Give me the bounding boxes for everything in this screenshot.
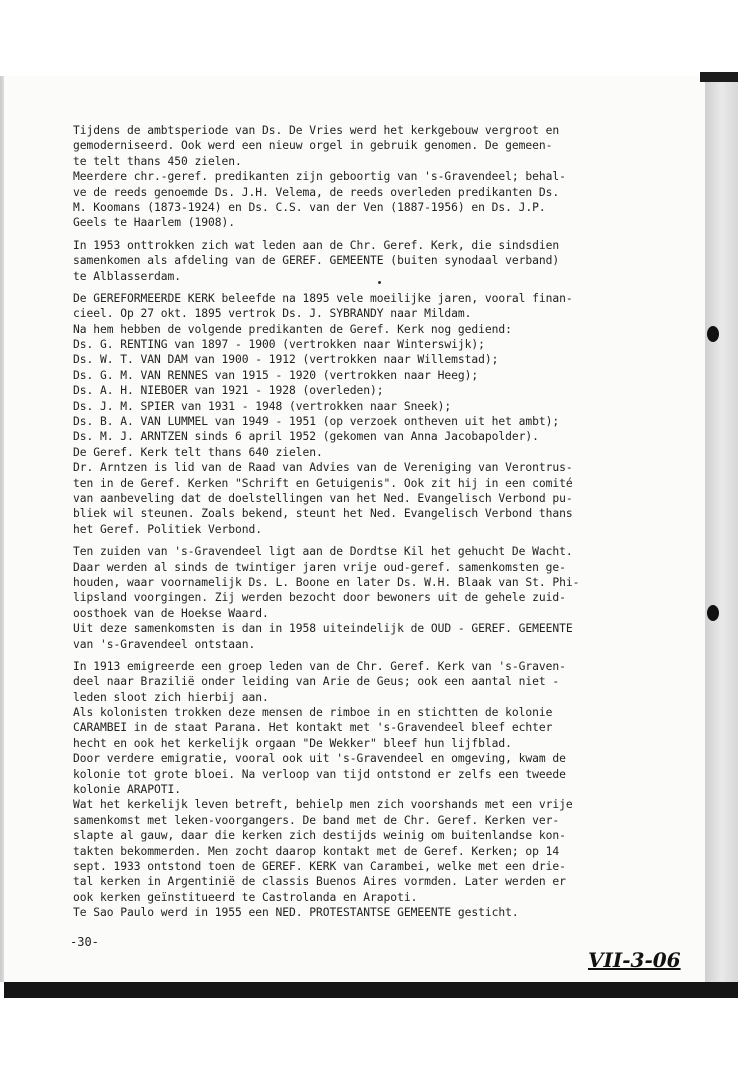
text-line: Ds. A. H. NIEBOER van 1921 - 1928 (overleden); [73,384,384,398]
text-line: kolonie ARAPOTI. [73,783,182,797]
text-line: Wat het kerkelijk leven betreft, behielp men zich voorshands met een vrije [73,798,573,812]
text-line: Ds. G. M. VAN RENNES van 1915 - 1920 (vertrokken naar Heeg); [73,368,479,382]
text-line: samenkomen als afdeling van de GEREF. GEMEENTE (buiten synodaal verband) [73,254,560,268]
text-line: deel naar Brazilië onder leiding van Arie de Geus; ook een aantal niet - [73,675,560,689]
paragraph [73,659,673,921]
page-number: -30- [70,935,99,949]
text-line: ten in de Geref. Kerken "Schrift en Getuigenis". Ook zit hij in een comité [73,476,573,490]
text-line: te Alblasserdam. [73,269,182,283]
text-line: Als kolonisten trokken deze mensen de rimboe in en stichtten de kolonie [73,706,553,720]
paragraph-gap [73,231,673,238]
text-line: Ds. G. RENTING van 1897 - 1900 (vertrokken naar Winterswijk); [73,338,485,352]
text-line: Daar werden al sinds de twintiger jaren vrije oud-geref. samenkomsten ge- [73,560,566,574]
text-line: Te Sao Paulo werd in 1955 een NED. PROTESTANTSE GEMEENTE gesticht. [73,906,519,920]
text-line: Ds. M. J. ARNTZEN sinds 6 april 1952 (gekomen van Anna Jacobapolder). [73,430,539,444]
text-line: De GEREFORMEERDE KERK beleefde na 1895 vele moeilijke jaren, vooral finan- [73,291,573,305]
text-line: ook kerken geïnstitueerd te Castrolanda en Arapoti. [73,890,418,904]
text-line: CARAMBEI in de staat Parana. Het kontakt met 's-Gravendeel bleef echter [73,721,553,735]
text-line: kolonie tot grote bloei. Na verloop van tijd ontstond er zelfs een tweede [73,767,566,781]
text-line: Uit deze samenkomsten is dan in 1958 uiteindelijk de OUD - GEREF. GEMEENTE [73,622,573,636]
text-line: van 's-Gravendeel ontstaan. [73,637,256,651]
text-line: Ds. W. T. VAN DAM van 1900 - 1912 (vertrokken naar Willemstad); [73,353,499,367]
paragraph [73,123,673,231]
paragraph [73,544,673,652]
paragraph [73,291,673,537]
punch-hole-icon [707,326,719,342]
paragraph [73,238,673,284]
text-line: hecht en ook het kerkelijk orgaan "De Wekker" bleef hun lijfblad. [73,736,512,750]
text-line: bliek wil steunen. Zoals bekend, steunt het Ned. Evangelisch Verbond thans [73,507,573,521]
text-line: gemoderniseerd. Ook werd een nieuw orgel in gebruik genomen. De gemeen- [73,139,553,153]
text-line: takten bekommerden. Men zocht daarop kontakt met de Geref. Kerken; op 14 [73,844,560,858]
text-line: In 1953 onttrokken zich wat leden aan de Chr. Geref. Kerk, die sindsdien [73,238,560,252]
scan-right-edge [705,76,738,982]
archive-stamp: VII-3-06 [588,948,681,972]
text-line: slapte al gauw, daar die kerken zich destijds weinig om buitenlandse kon- [73,829,566,843]
text-line: Na hem hebben de volgende predikanten de Geref. Kerk nog gediend: [73,322,512,336]
text-line: Ds. B. A. VAN LUMMEL van 1949 - 1951 (op verzoek ontheven uit het ambt); [73,415,560,429]
text-line: tal kerken in Argentinië de classis Buenos Aires vormden. Later werden er [73,875,566,889]
text-line: leden sloot zich hierbij aan. [73,690,269,704]
text-line: Door verdere emigratie, vooral ook uit 's-Gravendeel en omgeving, kwam de [73,752,566,766]
text-line: oosthoek van de Hoekse Waard. [73,606,269,620]
text-line: samenkomst met leken-voorgangers. De band met de Chr. Geref. Kerken ver- [73,813,560,827]
text-line: De Geref. Kerk telt thans 640 zielen. [73,445,323,459]
text-line: Ds. J. M. SPIER van 1931 - 1948 (vertrokken naar Sneek); [73,399,452,413]
text-line: Ten zuiden van 's-Gravendeel ligt aan de Dordtse Kil het gehucht De Wacht. [73,545,573,559]
text-line: Tijdens de ambtsperiode van Ds. De Vries werd het kerkgebouw vergroot en [73,124,560,137]
text-line: Geels te Haarlem (1908). [73,216,236,230]
text-line: lipsland voorgingen. Zij werden bezocht door bewoners uit de gehele zuid- [73,591,566,605]
text-line: sept. 1933 ontstond toen de GEREF. KERK van Carambei, welke met een drie- [73,859,566,873]
paragraph-gap [73,652,673,659]
text-line: houden, waar voornamelijk Ds. L. Boone en later Ds. W.H. Blaak van St. Phi- [73,575,580,589]
paragraph-gap [73,537,673,544]
scan-corner-shadow [700,72,738,82]
text-line: Meerdere chr.-geref. predikanten zijn geboortig van 's-Gravendeel; behal- [73,170,566,184]
paragraph-gap [73,284,673,291]
punch-hole-icon [707,605,719,621]
scan-bottom-shadow [4,982,738,998]
text-line: Dr. Arntzen is lid van de Raad van Advies van de Vereniging van Verontrus- [73,461,573,475]
text-line: M. Koomans (1873-1924) en Ds. C.S. van der Ven (1887-1956) en Ds. J.P. [73,200,546,214]
text-line: In 1913 emigreerde een groep leden van de Chr. Geref. Kerk van 's-Graven- [73,659,566,673]
text-line: van aanbeveling dat de doelstellingen van het Ned. Evangelisch Verbond pu- [73,491,573,505]
text-line: te telt thans 450 zielen. [73,154,242,168]
text-line: cieel. Op 27 okt. 1895 vertrok Ds. J. SYBRANDY naar Mildam. [73,307,472,321]
text-line: het Geref. Politiek Verbond. [73,522,263,536]
document-body [73,123,673,921]
text-line: ve de reeds genoemde Ds. J.H. Velema, de reeds overleden predikanten Ds. [73,185,560,199]
